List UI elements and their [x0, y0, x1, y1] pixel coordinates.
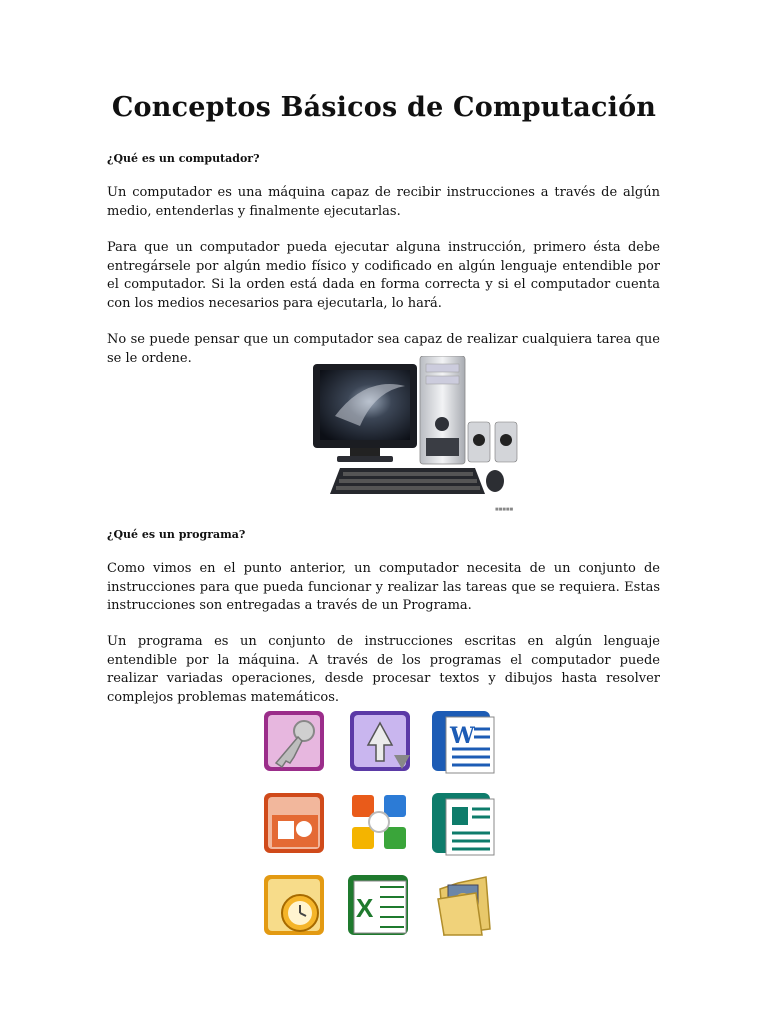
desktop-computer-image: [305, 356, 535, 516]
paragraph-1: Un computador es una máquina capaz de recibir instrucciones a través de algún medio, entenderlas y finalmente ejecutarlas.: [107, 185, 660, 219]
office-logo-icon: [344, 787, 416, 859]
section-question-computador: ¿Qué es un computador?: [107, 152, 260, 165]
svg-text:X: X: [356, 893, 374, 923]
svg-text:■■■■■: ■■■■■: [495, 507, 514, 513]
access-icon: [258, 705, 330, 777]
svg-text:W: W: [450, 723, 475, 749]
paragraph-2: Para que un computador pueda ejecutar alguna instrucción, primero ésta debe entregársele por algún medio físico y codificado en algún lenguaje entendible por el computador. Si la orden está dada en forma correcta y si el computador cuenta con los medios necesarios para ejecutarla, lo hará.: [107, 240, 660, 311]
folder-icon: [428, 869, 500, 941]
section-question-programa: ¿Qué es un programa?: [107, 528, 246, 541]
page-title: Conceptos Básicos de Computación: [111, 92, 657, 123]
excel-icon: [344, 869, 416, 941]
paragraph-3: No se puede pensar que un computador sea capaz de realizar cualquiera tarea que se le ordene.: [107, 332, 660, 366]
publisher-icon: [428, 787, 500, 859]
office-icons-grid: [258, 705, 503, 943]
outlook-icon: [258, 869, 330, 941]
paragraph-5: Un programa es un conjunto de instrucciones escritas en algún lenguaje entendible por la máquina. A través de los programas el computador puede realizar variadas operaciones, desde procesar textos y dibujos hasta resolver complejos problemas matemáticos.: [107, 634, 660, 705]
paragraph-4: Como vimos en el punto anterior, un computador necesita de un conjunto de instrucciones para que pueda funcionar y realizar las tareas que se requiera. Estas instrucciones son entregadas a través de un Programa.: [107, 561, 660, 613]
powerpoint-icon: [258, 787, 330, 859]
infopath-icon: [344, 705, 416, 777]
word-icon: [428, 705, 500, 777]
